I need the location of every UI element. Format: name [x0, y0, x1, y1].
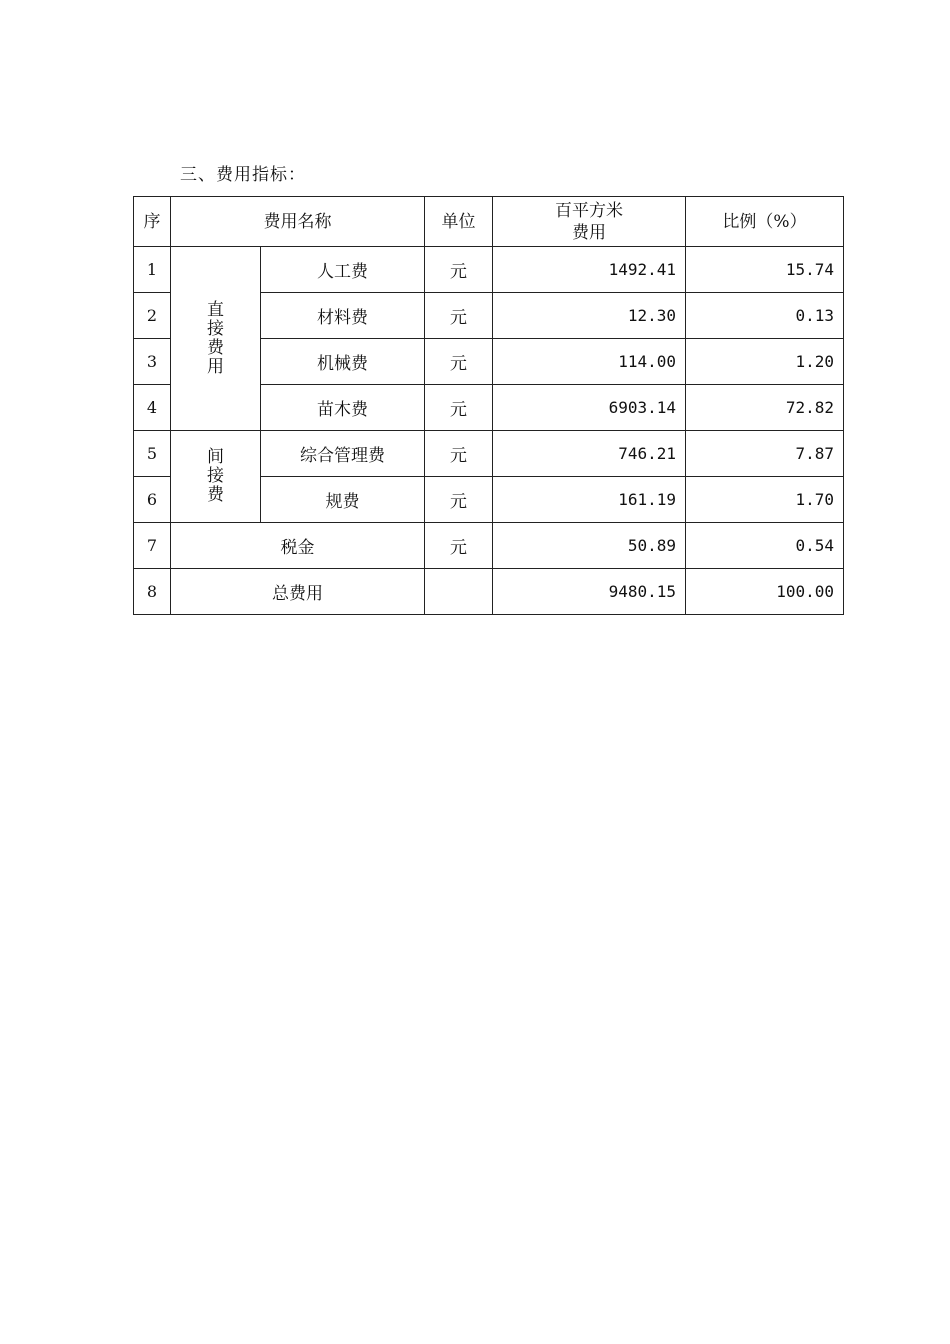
row-cost: 50.89 — [493, 523, 686, 569]
row-seq: 7 — [134, 523, 171, 569]
row-ratio: 1.20 — [686, 339, 844, 385]
row-cost: 12.30 — [493, 293, 686, 339]
row-ratio: 0.54 — [686, 523, 844, 569]
row-seq: 5 — [134, 431, 171, 477]
row-ratio: 7.87 — [686, 431, 844, 477]
row-cost: 114.00 — [493, 339, 686, 385]
row-ratio: 1.70 — [686, 477, 844, 523]
row-name: 苗木费 — [261, 385, 425, 431]
table-row — [134, 569, 844, 615]
row-cost: 9480.15 — [493, 569, 686, 615]
row-ratio: 72.82 — [686, 385, 844, 431]
row-ratio: 15.74 — [686, 247, 844, 293]
row-seq: 1 — [134, 247, 171, 293]
group-indirect — [171, 431, 261, 523]
row-unit: 元 — [425, 431, 493, 477]
row-cost: 161.19 — [493, 477, 686, 523]
group-direct-label: 直接费用 — [207, 299, 224, 377]
row-name: 人工费 — [261, 247, 425, 293]
row-seq: 2 — [134, 293, 171, 339]
header-cost-line1: 百平方米 — [555, 200, 623, 221]
cost-index-table — [133, 196, 844, 615]
row-name: 规费 — [261, 477, 425, 523]
table-row — [134, 431, 844, 477]
row-name: 税金 — [171, 523, 425, 569]
row-name: 综合管理费 — [261, 431, 425, 477]
row-unit: 元 — [425, 477, 493, 523]
header-seq: 序 — [134, 197, 171, 247]
row-unit — [425, 569, 493, 615]
header-name: 费用名称 — [171, 197, 425, 247]
group-direct — [171, 247, 261, 431]
row-name: 材料费 — [261, 293, 425, 339]
row-unit: 元 — [425, 385, 493, 431]
row-unit: 元 — [425, 339, 493, 385]
row-cost: 1492.41 — [493, 247, 686, 293]
row-cost: 6903.14 — [493, 385, 686, 431]
section-heading: 三、费用指标： — [180, 165, 306, 185]
group-indirect-label: 间接费 — [207, 447, 224, 505]
row-unit: 元 — [425, 523, 493, 569]
row-seq: 6 — [134, 477, 171, 523]
row-name: 总费用 — [171, 569, 425, 615]
row-unit: 元 — [425, 247, 493, 293]
header-cost-line2: 费用 — [572, 222, 606, 243]
row-name: 机械费 — [261, 339, 425, 385]
row-ratio: 100.00 — [686, 569, 844, 615]
header-unit: 单位 — [425, 197, 493, 247]
row-seq: 3 — [134, 339, 171, 385]
row-seq: 4 — [134, 385, 171, 431]
row-seq: 8 — [134, 569, 171, 615]
row-ratio: 0.13 — [686, 293, 844, 339]
header-ratio: 比例（%） — [686, 197, 844, 247]
row-unit: 元 — [425, 293, 493, 339]
table-row — [134, 247, 844, 293]
table-row — [134, 523, 844, 569]
table-header-row — [134, 197, 844, 247]
row-cost: 746.21 — [493, 431, 686, 477]
header-cost — [493, 197, 686, 247]
